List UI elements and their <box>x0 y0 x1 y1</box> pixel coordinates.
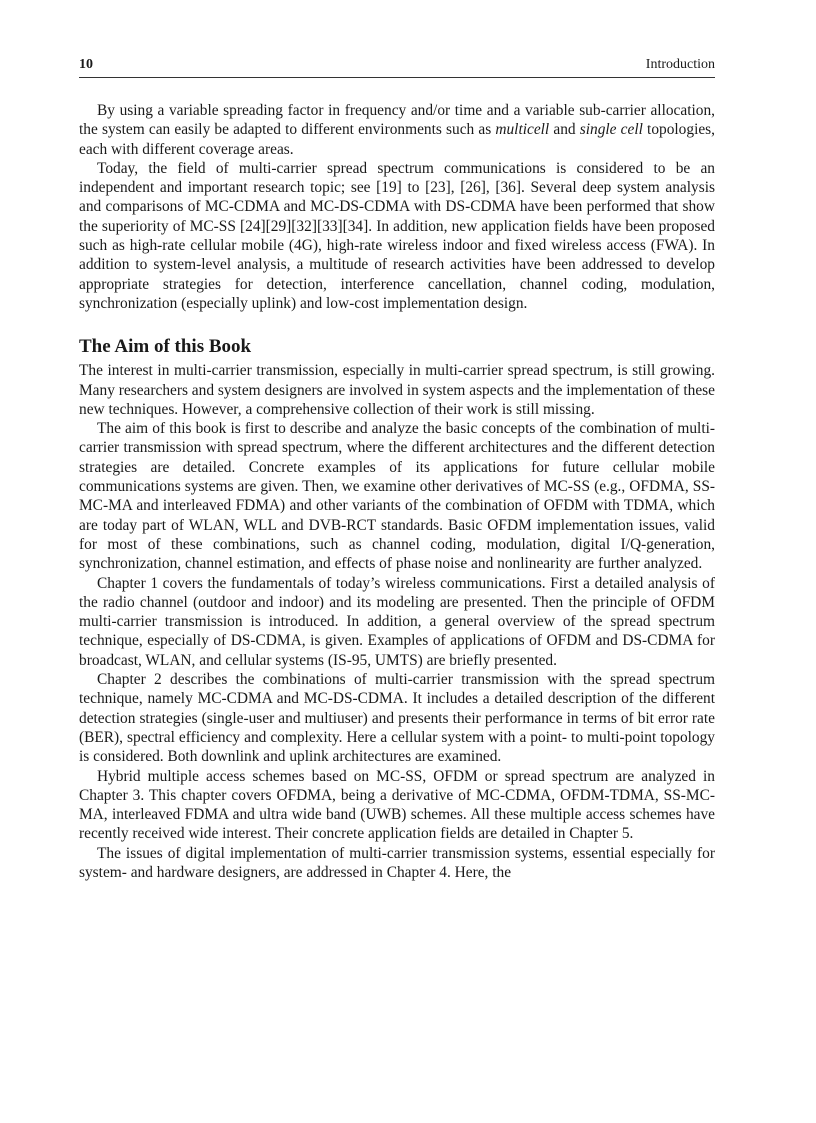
body-paragraph: The aim of this book is first to describe and analyze the basic concepts of the combination of multi-carrier transmission with spread spectrum, where the different architectures and the different detection strategies are detailed. Concrete examples of its applications for future cellular mobile communications systems are given. Then, we examine other derivatives of MC-SS (e.g., OFDMA, SS-MC-MA and interleaved FDMA) and other variants of the combination of OFDM with TDMA, which are today part of WLAN, WLL and DVB-RCT standards. Basic OFDM implementation issues, valid for most of these combinations, such as channel coding, modulation, digital I/Q-generation, synchronization, channel estimation, and effects of phase noise and nonlinearity are further analyzed. <box>79 420 715 573</box>
running-title: Introduction <box>645 57 715 72</box>
page-body <box>79 101 715 882</box>
body-paragraph: Hybrid multiple access schemes based on MC-SS, OFDM or spread spectrum are analyzed in Chapter 3. This chapter covers OFDMA, being a derivative of MC-CDMA, OFDM-TDMA, SS-MC-MA, interleaved FDMA and ultra wide band (UWB) schemes. All these multiple access schemes have recently received wide interest. Their concrete application fields are detailed in Chapter 5. <box>79 767 715 843</box>
running-header <box>79 56 715 78</box>
body-paragraph: Chapter 1 covers the fundamentals of today’s wireless communications. First a detailed analysis of the radio channel (outdoor and indoor) and its modeling are presented. Then the principle of OFDM multi-carrier transmission is introduced. In addition, a general overview of the spread spectrum technique, especially of DS-CDMA, is given. Examples of applications of OFDM and DS-CDMA for broadcast, WLAN, and cellular systems (IS-95, UMTS) are briefly presented. <box>79 574 715 669</box>
body-paragraph: Chapter 2 describes the combinations of multi-carrier transmission with the spread spectrum technique, namely MC-CDMA and MC-DS-CDMA. It includes a detailed description of the different detection strategies (single-user and multiuser) and presents their performance in terms of bit error rate (BER), spectral efficiency and complexity. Here a cellular system with a point- to multi-point topology is considered. Both downlink and uplink architectures are examined. <box>79 671 715 766</box>
body-paragraph <box>79 101 715 159</box>
paragraph-text: Today, the field of multi-carrier spread spectrum communications is considered to be an independent and important research topic; see [19] to [23], [26], [36]. Several deep system analysis and comparisons of MC-CDMA and MC-DS-CDMA with DS-CDMA have been performed that show the superiority of MC-SS [24][29][32][33][34]. In addition, new application fields have been proposed such as high-rate cellular mobile (4G), high-rate wireless indoor and fixed wireless access (FWA). In addition to system-level analysis, a multitude of research activities have been addressed to develop appropriate strategies for detection, interference cancellation, channel coding, modulation, synchronization (especially uplink) and low-cost implementation design. <box>79 159 715 312</box>
emphasized-term: single cell <box>579 121 643 139</box>
body-paragraph: The interest in multi-carrier transmission, especially in multi-carrier spread spectrum, is still growing. Many researchers and system designers are involved in system aspects and the implementation of these new techniques. However, a comprehensive collection of their work is still missing. <box>79 362 715 418</box>
body-paragraph: The issues of digital implementation of multi-carrier transmission systems, essential especially for system- and hardware designers, are addressed in Chapter 4. Here, the <box>79 844 715 881</box>
body-paragraph <box>79 159 715 313</box>
section-heading: The Aim of this Book <box>79 336 252 358</box>
book-page <box>79 56 715 882</box>
paragraph-text: By using a variable spreading factor in frequency and/or time and a variable sub-carrier allocation, the system can easily be adapted to different environments such as <box>79 102 715 139</box>
paragraph-text: and <box>549 121 580 139</box>
paragraph-text: topologies, each with different coverage areas. <box>79 121 716 158</box>
emphasized-term: multicell <box>495 121 550 139</box>
page-number: 10 <box>79 57 93 72</box>
